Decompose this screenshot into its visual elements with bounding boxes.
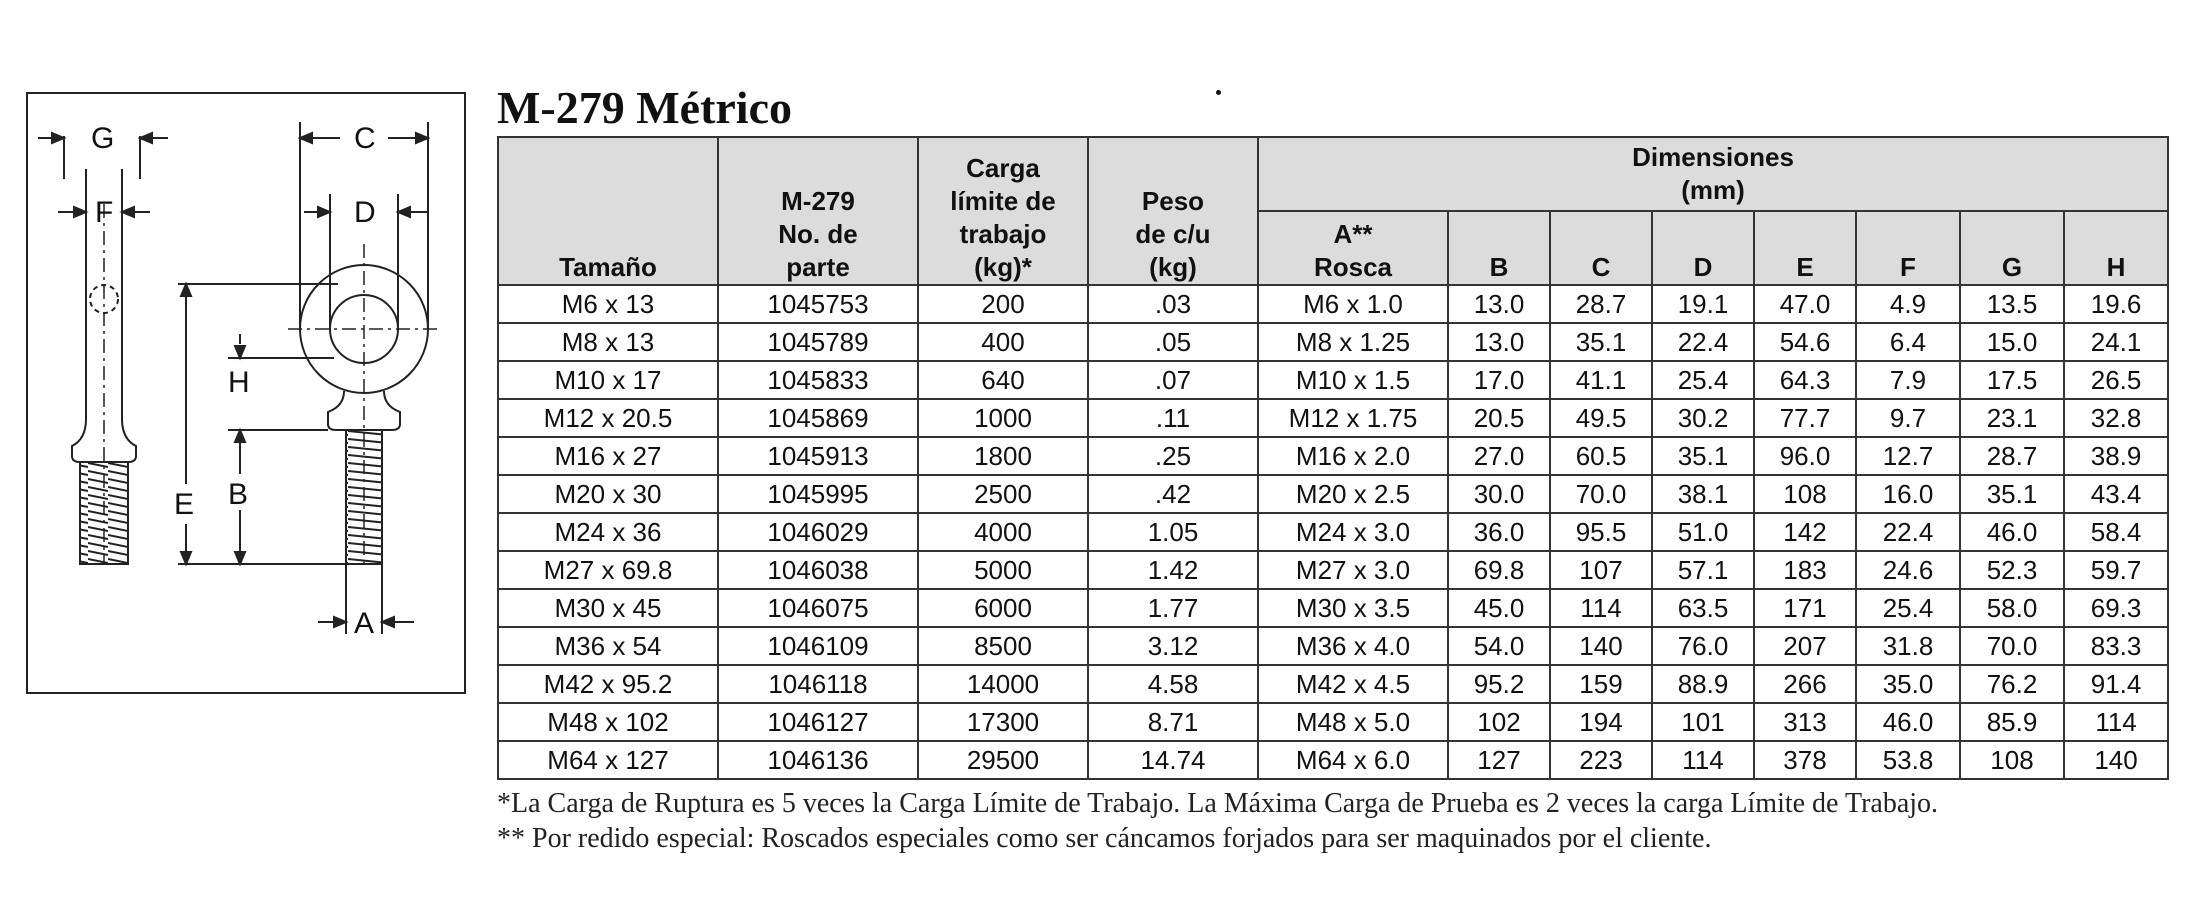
- header-parte-line: No. de: [778, 219, 858, 249]
- cell-e: 96.0: [1754, 437, 1856, 475]
- cell-parte: 1045753: [718, 285, 918, 323]
- cell-d: 63.5: [1652, 589, 1754, 627]
- cell-b: 127: [1448, 741, 1550, 779]
- cell-h: 114: [2064, 703, 2168, 741]
- header-peso: [1088, 137, 1258, 285]
- cell-e: 266: [1754, 665, 1856, 703]
- cell-e: 207: [1754, 627, 1856, 665]
- cell-c: 194: [1550, 703, 1652, 741]
- cell-rosca: M42 x 4.5: [1258, 665, 1448, 703]
- cell-h: 26.5: [2064, 361, 2168, 399]
- table-row: [498, 741, 2168, 779]
- cell-b: 27.0: [1448, 437, 1550, 475]
- header-d: D: [1652, 211, 1754, 285]
- table-row: [498, 513, 2168, 551]
- table-row: [498, 323, 2168, 361]
- cell-h: 69.3: [2064, 589, 2168, 627]
- cell-parte: 1046109: [718, 627, 918, 665]
- cell-parte: 1046136: [718, 741, 918, 779]
- cell-h: 91.4: [2064, 665, 2168, 703]
- cell-f: 31.8: [1856, 627, 1960, 665]
- cell-d: 35.1: [1652, 437, 1754, 475]
- cell-e: 77.7: [1754, 399, 1856, 437]
- cell-f: 12.7: [1856, 437, 1960, 475]
- dim-label-g: G: [91, 122, 115, 155]
- cell-h: 58.4: [2064, 513, 2168, 551]
- header-carga-line: (kg)*: [974, 252, 1032, 282]
- cell-rosca: M48 x 5.0: [1258, 703, 1448, 741]
- table-row: [498, 361, 2168, 399]
- table-row: [498, 665, 2168, 703]
- cell-rosca: M27 x 3.0: [1258, 551, 1448, 589]
- cell-e: 313: [1754, 703, 1856, 741]
- cell-b: 13.0: [1448, 285, 1550, 323]
- spec-table-body: [498, 285, 2168, 779]
- cell-b: 17.0: [1448, 361, 1550, 399]
- footnote-pedido: ** Por redido especial: Roscados especiales como ser cáncamos forjados para ser maquinados por el cliente.: [497, 823, 1712, 854]
- cell-d: 30.2: [1652, 399, 1754, 437]
- dim-label-d: D: [354, 196, 376, 229]
- cell-g: 46.0: [1960, 513, 2064, 551]
- cell-rosca: M20 x 2.5: [1258, 475, 1448, 513]
- header-c: C: [1550, 211, 1652, 285]
- cell-carga: 8500: [918, 627, 1088, 665]
- table-row: [498, 627, 2168, 665]
- cell-rosca: M12 x 1.75: [1258, 399, 1448, 437]
- cell-parte: 1046118: [718, 665, 918, 703]
- cell-parte: 1045913: [718, 437, 918, 475]
- cell-c: 49.5: [1550, 399, 1652, 437]
- cell-d: 114: [1652, 741, 1754, 779]
- cell-peso: .42: [1088, 475, 1258, 513]
- table-row: [498, 551, 2168, 589]
- cell-tamano: M8 x 13: [498, 323, 718, 361]
- cell-e: 378: [1754, 741, 1856, 779]
- cell-f: 7.9: [1856, 361, 1960, 399]
- cell-f: 4.9: [1856, 285, 1960, 323]
- cell-tamano: M42 x 95.2: [498, 665, 718, 703]
- cell-g: 85.9: [1960, 703, 2064, 741]
- cell-carga: 5000: [918, 551, 1088, 589]
- cell-e: 183: [1754, 551, 1856, 589]
- cell-e: 171: [1754, 589, 1856, 627]
- cell-rosca: M64 x 6.0: [1258, 741, 1448, 779]
- cell-g: 17.5: [1960, 361, 2064, 399]
- footnote-carga: *La Carga de Ruptura es 5 veces la Carga Límite de Trabajo. La Máxima Carga de Prueba es 2 veces la carga Límite de Trabajo.: [497, 788, 1939, 819]
- cell-rosca: M24 x 3.0: [1258, 513, 1448, 551]
- header-peso-line: Peso: [1141, 186, 1205, 216]
- cell-f: 9.7: [1856, 399, 1960, 437]
- cell-parte: 1046127: [718, 703, 918, 741]
- cell-carga: 14000: [918, 665, 1088, 703]
- cell-b: 20.5: [1448, 399, 1550, 437]
- cell-tamano: M27 x 69.8: [498, 551, 718, 589]
- cell-b: 30.0: [1448, 475, 1550, 513]
- cell-d: 51.0: [1652, 513, 1754, 551]
- cell-e: 54.6: [1754, 323, 1856, 361]
- dim-label-a: A: [354, 607, 375, 640]
- eye-bolt-diagram: [26, 92, 466, 694]
- cell-d: 76.0: [1652, 627, 1754, 665]
- header-tamano: [498, 137, 718, 285]
- cell-c: 95.5: [1550, 513, 1652, 551]
- table-row: [498, 437, 2168, 475]
- cell-d: 19.1: [1652, 285, 1754, 323]
- cell-tamano: M64 x 127: [498, 741, 718, 779]
- cell-peso: 4.58: [1088, 665, 1258, 703]
- cell-f: 22.4: [1856, 513, 1960, 551]
- cell-h: 32.8: [2064, 399, 2168, 437]
- cell-d: 22.4: [1652, 323, 1754, 361]
- cell-peso: .03: [1088, 285, 1258, 323]
- header-parte: [718, 137, 918, 285]
- cell-d: 25.4: [1652, 361, 1754, 399]
- cell-h: 59.7: [2064, 551, 2168, 589]
- cell-g: 28.7: [1960, 437, 2064, 475]
- cell-f: 25.4: [1856, 589, 1960, 627]
- table-row: [498, 589, 2168, 627]
- dim-label-b: B: [228, 478, 249, 511]
- cell-e: 108: [1754, 475, 1856, 513]
- cell-h: 140: [2064, 741, 2168, 779]
- cell-f: 46.0: [1856, 703, 1960, 741]
- cell-g: 13.5: [1960, 285, 2064, 323]
- header-carga: [918, 137, 1088, 285]
- header-dimensiones-line: Dimensiones: [1632, 142, 1794, 172]
- cell-c: 107: [1550, 551, 1652, 589]
- cell-parte: 1045995: [718, 475, 918, 513]
- cell-g: 58.0: [1960, 589, 2064, 627]
- cell-b: 13.0: [1448, 323, 1550, 361]
- cell-peso: .25: [1088, 437, 1258, 475]
- cell-c: 223: [1550, 741, 1652, 779]
- cell-c: 60.5: [1550, 437, 1652, 475]
- cell-parte: 1045789: [718, 323, 918, 361]
- cell-g: 70.0: [1960, 627, 2064, 665]
- cell-peso: 3.12: [1088, 627, 1258, 665]
- header-f: F: [1856, 211, 1960, 285]
- cell-parte: 1045833: [718, 361, 918, 399]
- cell-e: 142: [1754, 513, 1856, 551]
- cell-carga: 1000: [918, 399, 1088, 437]
- cell-parte: 1046075: [718, 589, 918, 627]
- header-carga-line: límite de: [950, 186, 1056, 216]
- cell-carga: 1800: [918, 437, 1088, 475]
- cell-g: 52.3: [1960, 551, 2064, 589]
- cell-rosca: M6 x 1.0: [1258, 285, 1448, 323]
- cell-peso: .07: [1088, 361, 1258, 399]
- header-tamano-label: Tamaño: [559, 252, 657, 282]
- cell-carga: 6000: [918, 589, 1088, 627]
- cell-carga: 29500: [918, 741, 1088, 779]
- spec-table: [497, 136, 2169, 780]
- cell-tamano: M48 x 102: [498, 703, 718, 741]
- header-dimensiones: [1258, 137, 2168, 211]
- table-row: [498, 285, 2168, 323]
- cell-f: 53.8: [1856, 741, 1960, 779]
- cell-d: 88.9: [1652, 665, 1754, 703]
- cell-c: 70.0: [1550, 475, 1652, 513]
- cell-c: 140: [1550, 627, 1652, 665]
- cell-b: 45.0: [1448, 589, 1550, 627]
- cell-h: 24.1: [2064, 323, 2168, 361]
- dim-label-e: E: [174, 488, 195, 521]
- cell-rosca: M36 x 4.0: [1258, 627, 1448, 665]
- cell-c: 35.1: [1550, 323, 1652, 361]
- cell-rosca: M10 x 1.5: [1258, 361, 1448, 399]
- header-b: B: [1448, 211, 1550, 285]
- front-view: [178, 122, 440, 634]
- header-g: G: [1960, 211, 2064, 285]
- cell-tamano: M6 x 13: [498, 285, 718, 323]
- cell-d: 38.1: [1652, 475, 1754, 513]
- cell-tamano: M20 x 30: [498, 475, 718, 513]
- cell-h: 19.6: [2064, 285, 2168, 323]
- stray-dot: [1216, 90, 1221, 95]
- cell-rosca: M8 x 1.25: [1258, 323, 1448, 361]
- header-carga-line: trabajo: [959, 219, 1047, 249]
- page-title: M-279 Métrico: [497, 82, 793, 133]
- header-parte-line: M-279: [781, 186, 855, 216]
- header-h: H: [2064, 211, 2168, 285]
- cell-peso: 8.71: [1088, 703, 1258, 741]
- cell-b: 95.2: [1448, 665, 1550, 703]
- header-rosca: [1258, 211, 1448, 285]
- cell-e: 64.3: [1754, 361, 1856, 399]
- cell-peso: 1.05: [1088, 513, 1258, 551]
- cell-carga: 200: [918, 285, 1088, 323]
- cell-d: 57.1: [1652, 551, 1754, 589]
- cell-h: 43.4: [2064, 475, 2168, 513]
- cell-c: 159: [1550, 665, 1652, 703]
- header-carga-line: Carga: [966, 153, 1040, 183]
- header-rosca-line: A**: [1333, 219, 1373, 249]
- cell-h: 83.3: [2064, 627, 2168, 665]
- eye-bolt-drawing: [28, 94, 464, 692]
- header-peso-line: de c/u: [1135, 219, 1211, 249]
- cell-g: 108: [1960, 741, 2064, 779]
- cell-e: 47.0: [1754, 285, 1856, 323]
- cell-carga: 640: [918, 361, 1088, 399]
- cell-g: 35.1: [1960, 475, 2064, 513]
- cell-b: 36.0: [1448, 513, 1550, 551]
- cell-tamano: M16 x 27: [498, 437, 718, 475]
- cell-carga: 400: [918, 323, 1088, 361]
- cell-b: 69.8: [1448, 551, 1550, 589]
- dim-label-c: C: [354, 122, 376, 155]
- cell-parte: 1045869: [718, 399, 918, 437]
- cell-b: 54.0: [1448, 627, 1550, 665]
- cell-g: 76.2: [1960, 665, 2064, 703]
- cell-tamano: M30 x 45: [498, 589, 718, 627]
- header-peso-line: (kg): [1149, 252, 1197, 282]
- header-parte-line: parte: [786, 252, 850, 282]
- cell-tamano: M10 x 17: [498, 361, 718, 399]
- cell-peso: 14.74: [1088, 741, 1258, 779]
- table-row: [498, 399, 2168, 437]
- cell-c: 28.7: [1550, 285, 1652, 323]
- cell-f: 24.6: [1856, 551, 1960, 589]
- header-rosca-line: Rosca: [1313, 252, 1393, 282]
- cell-carga: 17300: [918, 703, 1088, 741]
- footnotes: [497, 786, 2177, 856]
- cell-f: 16.0: [1856, 475, 1960, 513]
- cell-c: 114: [1550, 589, 1652, 627]
- cell-d: 101: [1652, 703, 1754, 741]
- cell-b: 102: [1448, 703, 1550, 741]
- cell-carga: 2500: [918, 475, 1088, 513]
- dim-label-f: F: [95, 196, 114, 229]
- table-row: [498, 475, 2168, 513]
- dim-label-h: H: [228, 366, 250, 399]
- cell-g: 15.0: [1960, 323, 2064, 361]
- cell-peso: 1.77: [1088, 589, 1258, 627]
- header-dimensiones-line: (mm): [1681, 175, 1745, 205]
- cell-f: 6.4: [1856, 323, 1960, 361]
- cell-parte: 1046038: [718, 551, 918, 589]
- cell-rosca: M30 x 3.5: [1258, 589, 1448, 627]
- cell-rosca: M16 x 2.0: [1258, 437, 1448, 475]
- cell-g: 23.1: [1960, 399, 2064, 437]
- cell-peso: .05: [1088, 323, 1258, 361]
- cell-peso: 1.42: [1088, 551, 1258, 589]
- cell-parte: 1046029: [718, 513, 918, 551]
- header-e: E: [1754, 211, 1856, 285]
- cell-tamano: M12 x 20.5: [498, 399, 718, 437]
- cell-tamano: M24 x 36: [498, 513, 718, 551]
- cell-carga: 4000: [918, 513, 1088, 551]
- cell-f: 35.0: [1856, 665, 1960, 703]
- cell-peso: .11: [1088, 399, 1258, 437]
- table-row: [498, 703, 2168, 741]
- cell-h: 38.9: [2064, 437, 2168, 475]
- cell-c: 41.1: [1550, 361, 1652, 399]
- cell-tamano: M36 x 54: [498, 627, 718, 665]
